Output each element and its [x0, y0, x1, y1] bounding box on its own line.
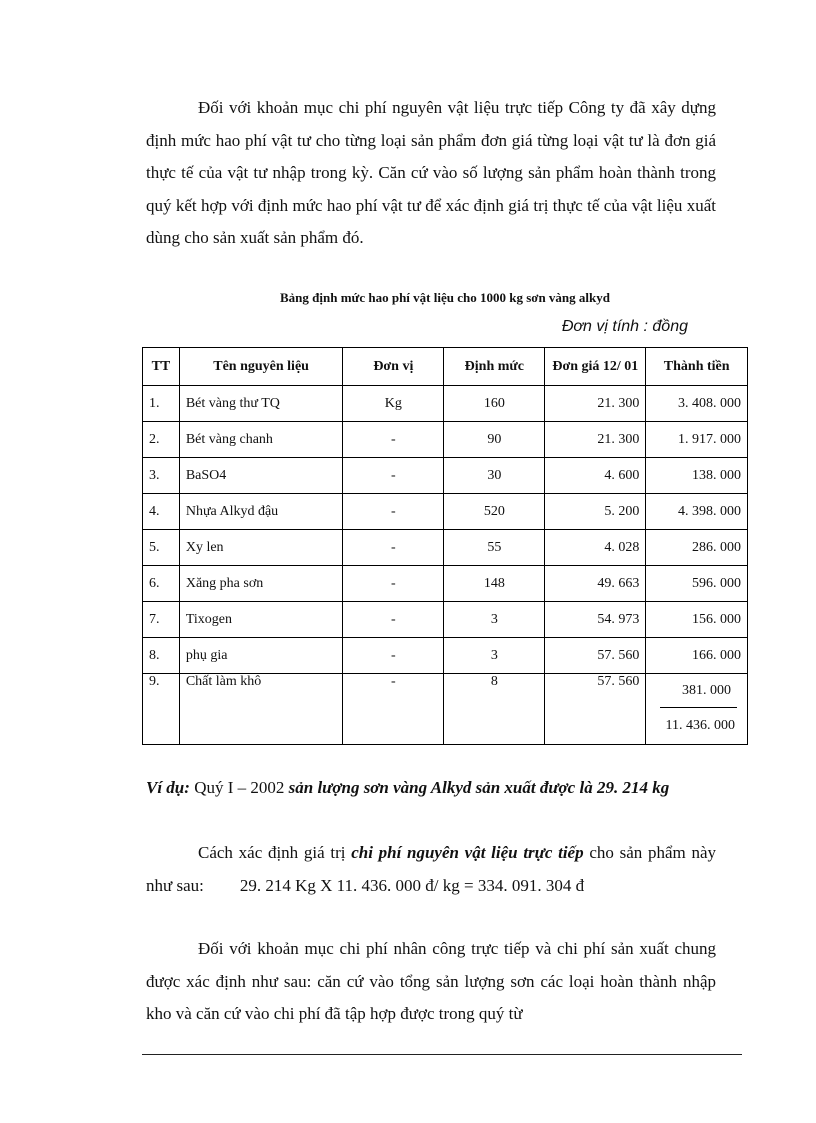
row-unit-price: 54. 973 — [545, 602, 646, 638]
row-amount: 381. 000 — [660, 674, 737, 708]
row-unit-price: 57. 560 — [545, 638, 646, 674]
row-tt: 1. — [143, 386, 180, 422]
table-row — [143, 638, 748, 674]
row-tt: 5. — [143, 530, 180, 566]
row-amount: 286. 000 — [646, 530, 748, 566]
row-norm: 8 — [444, 674, 545, 745]
row-unit: - — [343, 674, 444, 745]
example-period: Quý I – 2002 — [189, 778, 289, 797]
row-material-name: Xy len — [179, 530, 343, 566]
row-unit: Kg — [343, 386, 444, 422]
row-norm: 3 — [444, 602, 545, 638]
row-norm: 3 — [444, 638, 545, 674]
intro-paragraph: Đối với khoản mục chi phí nguyên vật liệu trực tiếp Công ty đã xây dựng định mức hao phí vật tư cho từng loại sản phẩm đơn giá từng loại vật tư là đơn giá thực tế của vật tư nhập trong kỳ. Căn cứ vào số lượng sản phẩm hoàn thành trong quý kết hợp với định mức hao phí vật tư để xác định giá trị thực tế của vật liệu xuất dùng cho sản xuất sản phẩm đó. — [146, 98, 716, 247]
row-unit-price: 21. 300 — [545, 422, 646, 458]
row-tt: 7. — [143, 602, 180, 638]
currency-unit-label: Đơn vị tính : đồng — [561, 318, 688, 335]
last-amount-cell — [646, 674, 748, 745]
row-amount: 1. 917. 000 — [646, 422, 748, 458]
row-amount: 596. 000 — [646, 566, 748, 602]
row-norm: 30 — [444, 458, 545, 494]
table-header-row — [143, 348, 748, 386]
row-unit: - — [343, 566, 444, 602]
header-tt: TT — [143, 348, 180, 386]
row-unit: - — [343, 602, 444, 638]
row-amount: 166. 000 — [646, 638, 748, 674]
row-unit-price: 21. 300 — [545, 386, 646, 422]
row-tt: 2. — [143, 422, 180, 458]
calculation-paragraph — [146, 837, 716, 902]
table-row — [143, 386, 748, 422]
row-amount: 156. 000 — [646, 602, 748, 638]
row-unit-price: 5. 200 — [545, 494, 646, 530]
row-unit-price: 49. 663 — [545, 566, 646, 602]
row-material-name: Nhựa Alkyd đậu — [179, 494, 343, 530]
row-unit: - — [343, 494, 444, 530]
row-material-name: phụ gia — [179, 638, 343, 674]
row-unit: - — [343, 422, 444, 458]
calc-emphasis: chi phí nguyên vật liệu trực tiếp — [351, 843, 584, 862]
row-unit: - — [343, 638, 444, 674]
calc-tail: cho sản phẩm này như sau: — [146, 843, 716, 895]
row-norm: 55 — [444, 530, 545, 566]
row-norm: 90 — [444, 422, 545, 458]
row-tt: 8. — [143, 638, 180, 674]
calc-lead: Cách xác định giá trị — [198, 843, 352, 862]
row-tt: 9. — [143, 674, 180, 745]
row-unit-price: 57. 560 — [545, 674, 646, 745]
footer-divider — [142, 1054, 742, 1055]
example-label: Ví dụ: — [146, 778, 190, 797]
table-row — [143, 566, 748, 602]
header-unit-price: Đơn giá 12/ 01 — [545, 348, 646, 386]
table-row — [143, 458, 748, 494]
table-row — [143, 422, 748, 458]
table-row — [143, 602, 748, 638]
row-amount: 3. 408. 000 — [646, 386, 748, 422]
row-unit-price: 4. 028 — [545, 530, 646, 566]
example-paragraph — [146, 772, 720, 805]
table-row — [143, 494, 748, 530]
row-unit: - — [343, 530, 444, 566]
header-unit: Đơn vị — [343, 348, 444, 386]
row-material-name: Chất làm khô — [179, 674, 343, 745]
row-tt: 3. — [143, 458, 180, 494]
material-cost-table — [142, 347, 748, 745]
row-material-name: Bét vàng thư TQ — [179, 386, 343, 422]
example-statement: sản lượng sơn vàng Alkyd sản xuất được là 29. 214 kg — [288, 778, 670, 797]
row-unit-price: 4. 600 — [545, 458, 646, 494]
header-amount: Thành tiền — [646, 348, 748, 386]
row-unit: - — [343, 458, 444, 494]
table-row — [143, 530, 748, 566]
header-material-name: Tên nguyên liệu — [179, 348, 343, 386]
row-tt: 4. — [143, 494, 180, 530]
row-tt: 6. — [143, 566, 180, 602]
row-material-name: Bét vàng chanh — [179, 422, 343, 458]
row-material-name: Xăng pha sơn — [179, 566, 343, 602]
row-norm: 160 — [444, 386, 545, 422]
calc-formula: 29. 214 Kg X 11. 436. 000 đ/ kg = 334. 091. 304 đ — [239, 875, 585, 895]
row-material-name: BaSO4 — [179, 458, 343, 494]
row-material-name: Tixogen — [179, 602, 343, 638]
table-title: Bảng định mức hao phí vật liệu cho 1000 kg sơn vàng alkyd — [280, 290, 610, 305]
row-amount: 4. 398. 000 — [646, 494, 748, 530]
row-norm: 520 — [444, 494, 545, 530]
table-total: 11. 436. 000 — [665, 718, 735, 733]
header-norm: Định mức — [444, 348, 545, 386]
row-norm: 148 — [444, 566, 545, 602]
row-amount: 138. 000 — [646, 458, 748, 494]
labor-paragraph: Đối với khoản mục chi phí nhân công trực tiếp và chi phí sản xuất chung được xác định như sau: căn cứ vào tổng sản lượng sơn các loại hoàn thành nhập kho và căn cứ vào chi phí đã tập hợp được trong quý từ — [146, 939, 716, 1023]
